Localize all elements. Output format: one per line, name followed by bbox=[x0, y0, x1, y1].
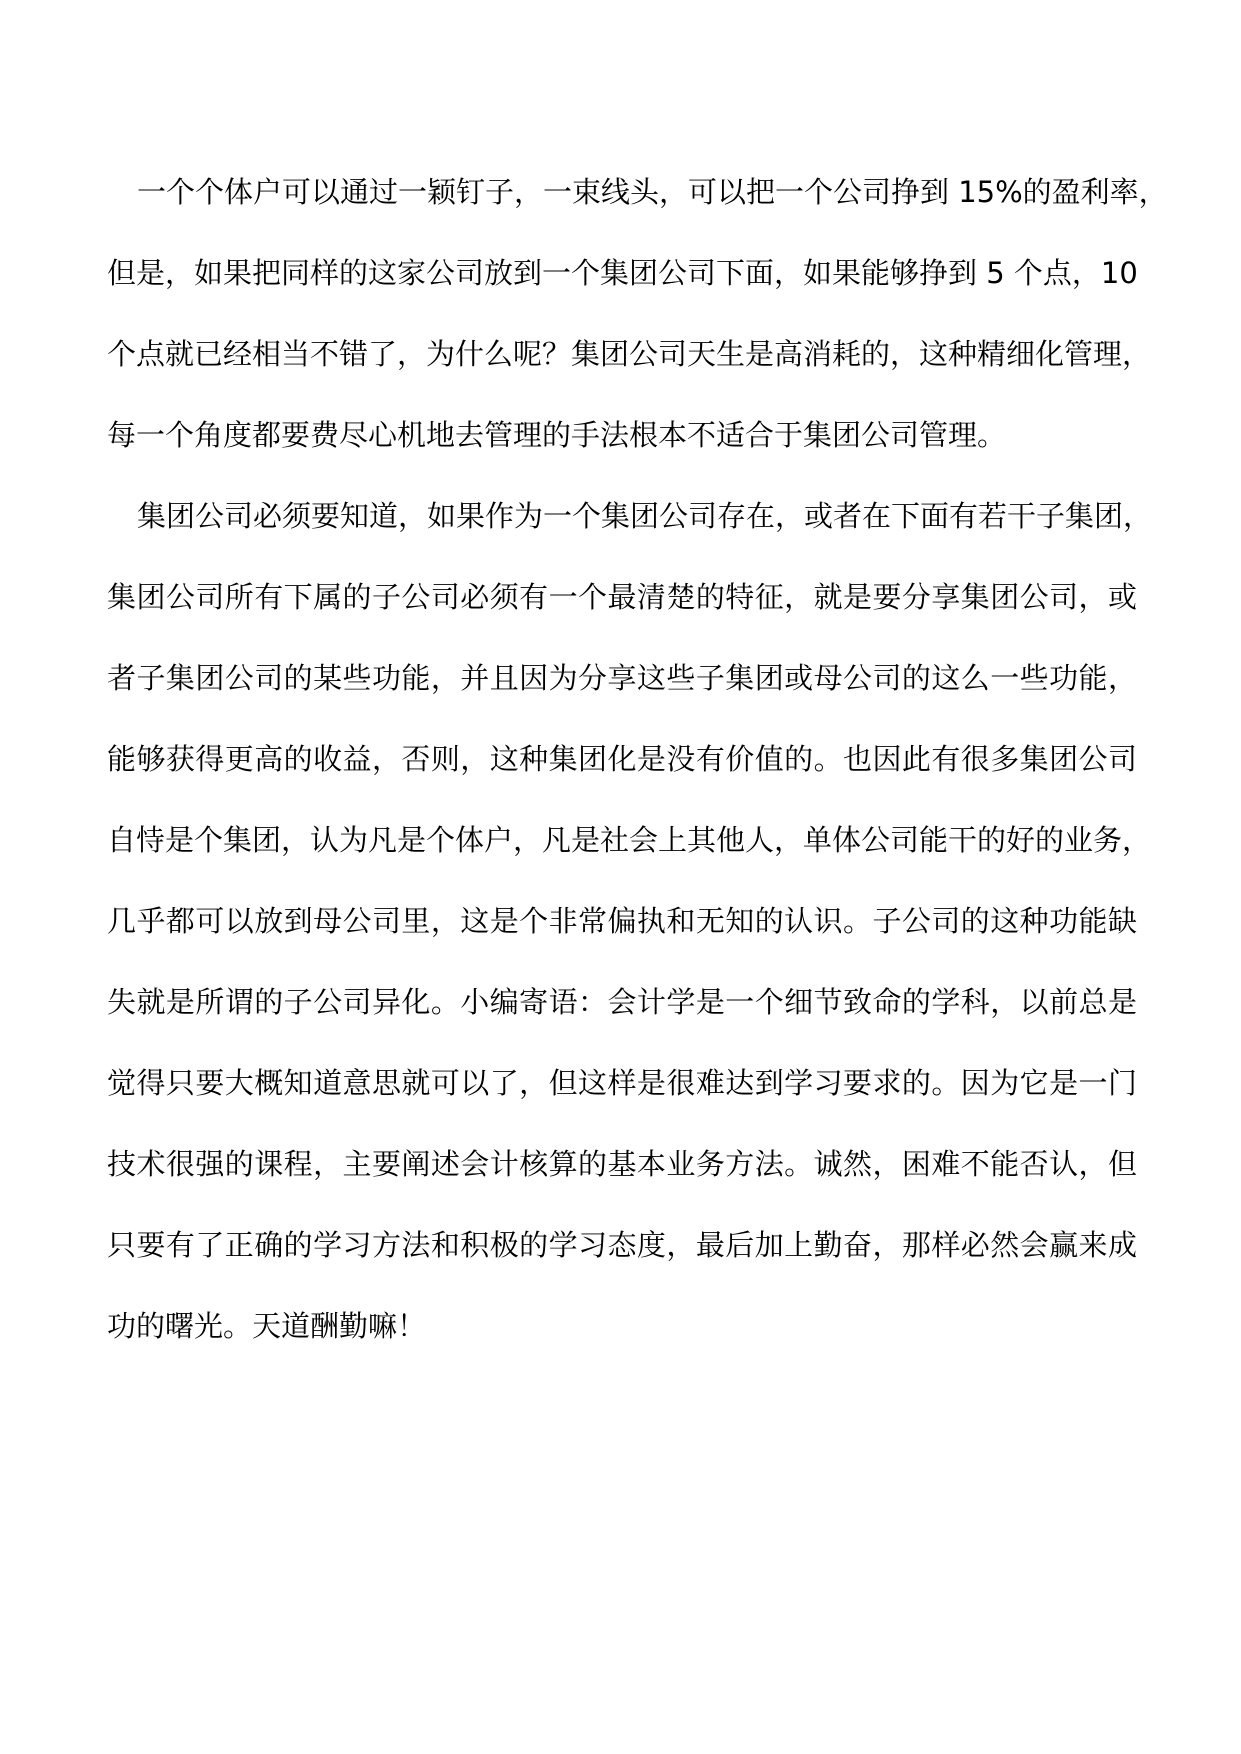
paragraph-2-line-6: 几乎都可以放到母公司里，这是个非常偏执和无知的认识。子公司的这种功能缺 bbox=[107, 904, 1137, 938]
paragraph-2-line-5: 自恃是个集团，认为凡是个体户，凡是社会上其他人，单体公司能干的好的业务， bbox=[107, 823, 1152, 857]
paragraph-1-line-4: 每一个角度都要费尽心机地去管理的手法根本不适合于集团公司管理。 bbox=[107, 418, 1007, 452]
paragraph-2-line-8: 觉得只要大概知道意思就可以了，但这样是很难达到学习要求的。因为它是一门 bbox=[107, 1066, 1137, 1100]
paragraph-1-line-1: 一个个体户可以通过一颖钉子，一束线头，可以把一个公司挣到 15%的盈利率， bbox=[137, 175, 1168, 209]
paragraph-1-line-2: 但是，如果把同样的这家公司放到一个集团公司下面，如果能够挣到 5 个点，10 bbox=[107, 256, 1138, 290]
paragraph-2-line-2: 集团公司所有下属的子公司必须有一个最清楚的特征，就是要分享集团公司，或 bbox=[107, 580, 1137, 614]
paragraph-2-line-3: 者子集团公司的某些功能，并且因为分享这些子集团或母公司的这么一些功能， bbox=[107, 661, 1137, 695]
paragraph-2-line-11: 功的曙光。天道酬勤嘛！ bbox=[107, 1309, 427, 1343]
document-body bbox=[107, 152, 1168, 1367]
paragraph-2-line-10: 只要有了正确的学习方法和积极的学习态度，最后加上勤奋，那样必然会赢来成 bbox=[107, 1228, 1137, 1262]
paragraph-2-line-7: 失就是所谓的子公司异化。小编寄语：会计学是一个细节致命的学科，以前总是 bbox=[107, 985, 1137, 1019]
paragraph-2-line-9: 技术很强的课程，主要阐述会计核算的基本业务方法。诚然，困难不能否认，但 bbox=[107, 1147, 1137, 1181]
paragraph-2-line-1: 集团公司必须要知道，如果作为一个集团公司存在，或者在下面有若干子集团， bbox=[137, 499, 1153, 533]
paragraph-1-line-3: 个点就已经相当不错了，为什么呢？集团公司天生是高消耗的，这种精细化管理， bbox=[107, 337, 1152, 371]
paragraph-2-line-4: 能够获得更高的收益，否则，这种集团化是没有价值的。也因此有很多集团公司 bbox=[107, 742, 1137, 776]
